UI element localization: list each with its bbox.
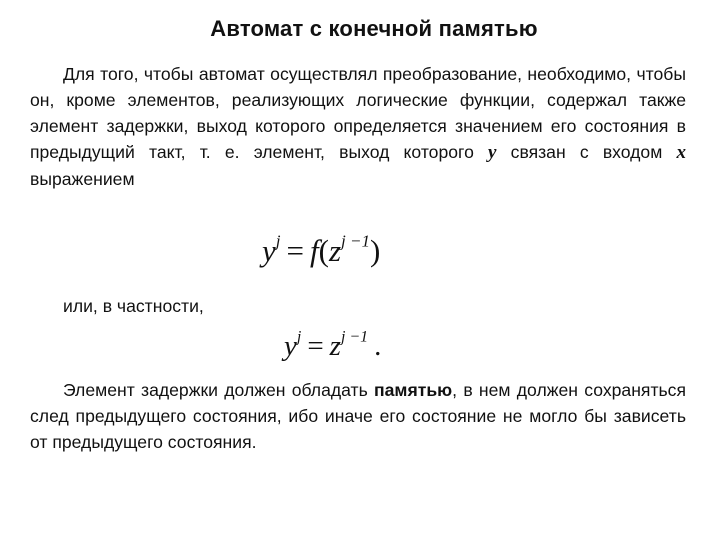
formula1-open-paren: ( (318, 233, 329, 268)
formula1-lhs-sup: j (275, 231, 281, 251)
formula1-arg-sup: j −1 (341, 231, 371, 251)
formula2-lhs: y (284, 330, 297, 362)
formula1-arg: z (328, 233, 342, 268)
formula1-lhs: y (262, 233, 276, 268)
paragraph3-text-start: Элемент задержки должен обладать (63, 380, 368, 400)
keyword-memory: памятью (374, 380, 453, 400)
paragraph-memory (30, 377, 686, 455)
paragraph1-text-start: Для того, чтобы автомат осуществлял преобразование, необходимо, чтобы он, кроме элементов, реализующих логические функции, содержал также элемент задержки, выход которого определяется значением его состояния в предыдущий такт, т. е. элемент, выход которого (30, 64, 686, 162)
formula2-rhs: z (329, 330, 341, 362)
paragraph-delay-element (30, 61, 686, 192)
variable-y: y (488, 142, 497, 163)
formula-particular (284, 330, 381, 363)
paragraph1-text-middle: связан с входом (510, 142, 663, 162)
formula2-period: . (374, 330, 382, 362)
variable-x: x (676, 142, 686, 163)
formula2-lhs-sup: j (296, 328, 302, 346)
paragraph3-text-end: , в нем должен сохраняться след предыдущего состояния, ибо иначе его состояние не могло бы зависеть от предыдущего состояния. (30, 380, 686, 452)
formula2-equals: = (307, 330, 324, 362)
paragraph1-text-end: выражением (30, 169, 135, 189)
formula1-func: f (309, 233, 319, 268)
formula1-equals: = (286, 233, 304, 268)
formula2-rhs-sup: j −1 (340, 328, 369, 346)
formula1-close-paren: ) (370, 233, 381, 268)
page-title: Автомат с конечной памятью (210, 16, 538, 41)
paragraph-in-particular: или, в частности, (63, 296, 204, 316)
formula-general (262, 233, 380, 269)
